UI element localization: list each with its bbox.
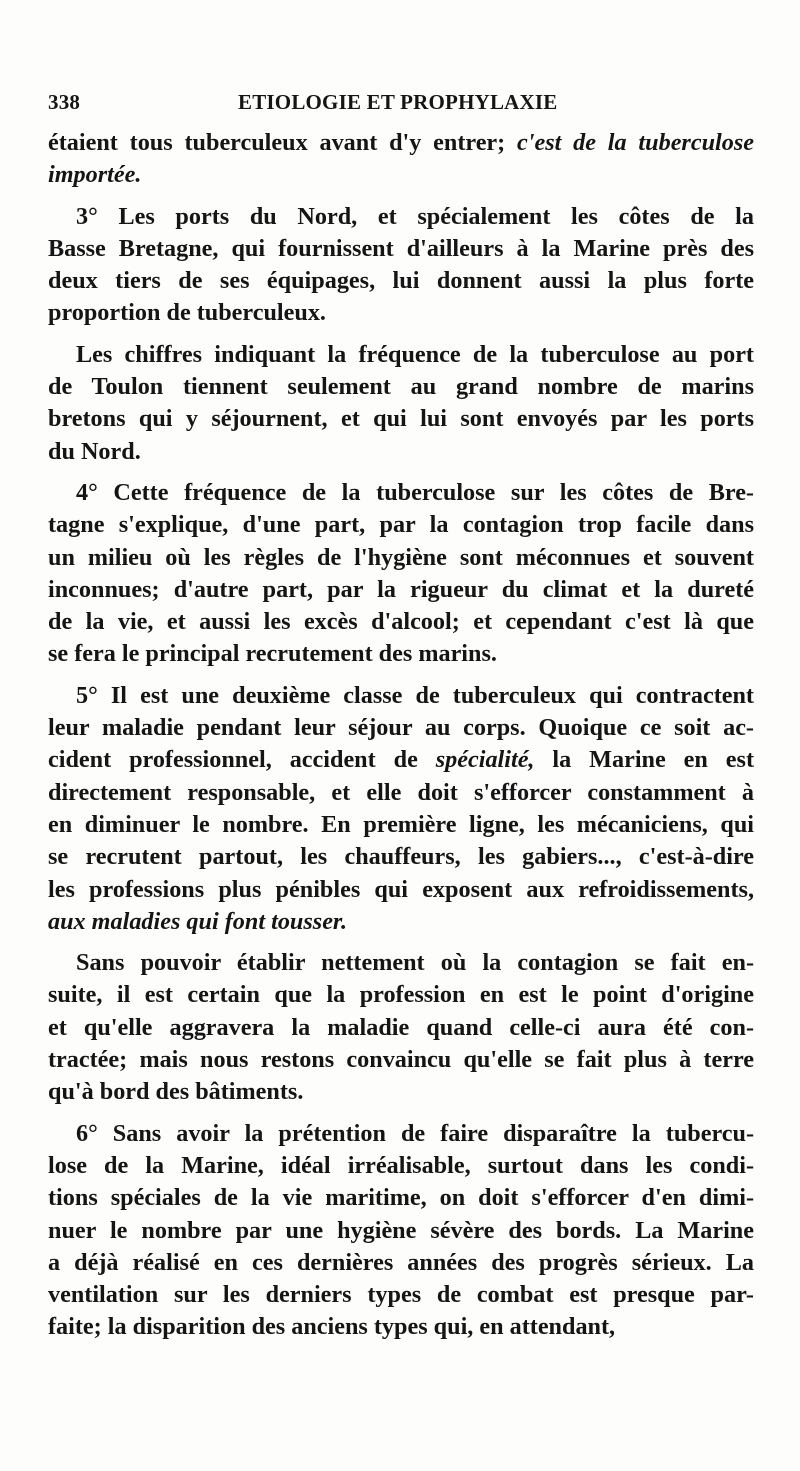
line-text: inconnues; d'autre part, par la rigueur du climat et la dureté [48,575,754,603]
line-text: tractée; mais nous restons convaincu qu'elle se fait plus à terre [48,1046,754,1074]
line-emphasis: c'est de la tuberculose [517,129,754,156]
text-line [48,574,754,606]
page-number: 338 [48,90,81,114]
text-line [48,606,754,638]
line-text: ventilation sur les derniers types de combat est presque par- [48,1281,754,1309]
text-line [48,906,754,938]
line-text: Basse Bretagne, qui fournissent d'ailleurs à la Marine près des [48,234,754,262]
text-line [48,1279,754,1311]
text-line [48,1215,754,1247]
text-line [48,127,754,159]
text-line [48,1012,754,1044]
text-line [48,1311,754,1343]
line-text: 5° Il est une deuxième classe de tuberculeux qui contractent [76,681,754,709]
text-line [48,265,754,297]
paragraph-gap [48,192,754,201]
paragraph [48,477,754,671]
paragraph [48,127,754,192]
paragraph [48,1118,754,1344]
line-text: en diminuer le nombre. En première ligne, les mécaniciens, qui [48,810,754,838]
text-line [48,1182,754,1214]
text-line [48,979,754,1011]
paragraph-gap [48,671,754,680]
text-line [48,947,754,979]
line-text: tagne s'explique, d'une part, par la contagion trop facile dans [48,511,754,539]
line-text: un milieu où les règles de l'hygiène sont méconnues et souvent [48,543,754,571]
line-text: se recrutent partout, les chauffeurs, les gabiers..., c'est-à-dire [48,843,754,871]
line-text: tions spéciales de la vie maritime, on doit s'efforcer d'en dimi- [48,1184,754,1212]
line-text-after: la Marine en est [534,746,754,774]
line-text: faite; la disparition des anciens types qui, en attendant, [48,1313,616,1341]
page-header [48,90,754,115]
line-text: de la vie, et aussi les excès d'alcool; et cependant c'est là que [48,608,754,636]
line-text: Sans pouvoir établir nettement où la contagion se fait en- [76,949,754,977]
text-line [48,339,754,371]
line-emphasis: importée. [48,161,142,189]
paragraph-gap [48,1109,754,1118]
text-line [48,1247,754,1279]
text-line [48,777,754,809]
line-text: leur maladie pendant leur séjour au corps. Quoique ce soit ac- [48,714,754,742]
text-line [48,436,754,468]
text-line [48,712,754,744]
document-page [48,90,754,1344]
line-emphasis: spécialité, [435,746,535,774]
running-title: ETIOLOGIE ET PROPHYLAXIE [238,90,558,114]
text-line [48,403,754,435]
line-text: 3° Les ports du Nord, et spécialement les côtes de la [76,202,754,230]
text-line [48,1076,754,1108]
text-line [48,1118,754,1150]
text-line [48,542,754,574]
line-text: cident professionnel, accident de [48,746,436,774]
paragraph-gap [48,330,754,339]
line-text: lose de la Marine, idéal irréalisable, surtout dans les condi- [48,1151,754,1179]
text-line [48,159,754,191]
line-text: qu'à bord des bâtiments. [48,1078,304,1106]
paragraph [48,680,754,938]
line-text: et qu'elle aggravera la maladie quand celle-ci aura été con- [48,1013,754,1041]
paragraph-gap [48,468,754,477]
text-line [48,874,754,906]
line-text: deux tiers de ses équipages, lui donnent aussi la plus forte [48,267,754,295]
line-text: bretons qui y séjournent, et qui lui sont envoyés par les ports [48,405,754,433]
text-line [48,477,754,509]
paragraph [48,947,754,1108]
line-text: proportion de tuberculeux. [48,299,326,327]
text-line [48,841,754,873]
text-line [48,809,754,841]
text-line [48,680,754,712]
line-emphasis: aux maladies qui font tousser. [48,907,348,935]
text-line [48,509,754,541]
text-line [48,744,754,776]
line-text: se fera le principal recrutement des marins. [48,640,497,668]
line-text: a déjà réalisé en ces dernières années des progrès sérieux. La [48,1248,754,1276]
paragraph [48,201,754,330]
text-line [48,201,754,233]
line-text: directement responsable, et elle doit s'efforcer constamment à [48,778,754,806]
text-line [48,233,754,265]
text-line [48,1044,754,1076]
line-text: de Toulon tiennent seulement au grand nombre de marins [48,373,754,401]
text-line [48,1150,754,1182]
line-text: étaient tous tuberculeux avant d'y entrer; [48,129,518,156]
line-text: nuer le nombre par une hygiène sévère des bords. La Marine [48,1216,754,1244]
text-line [48,297,754,329]
body-text [48,127,754,1344]
line-text: les professions plus pénibles qui exposent aux refroidissements, [48,875,754,903]
line-text: 6° Sans avoir la prétention de faire disparaître la tubercu- [76,1119,754,1147]
text-line [48,371,754,403]
line-text: du Nord. [48,437,141,465]
line-text: suite, il est certain que la profession en est le point d'origine [48,981,754,1009]
line-text: Les chiffres indiquant la fréquence de la tuberculose au port [76,340,754,368]
text-line [48,638,754,670]
paragraph-gap [48,938,754,947]
paragraph [48,339,754,468]
line-text: 4° Cette fréquence de la tuberculose sur les côtes de Bre- [76,478,754,506]
